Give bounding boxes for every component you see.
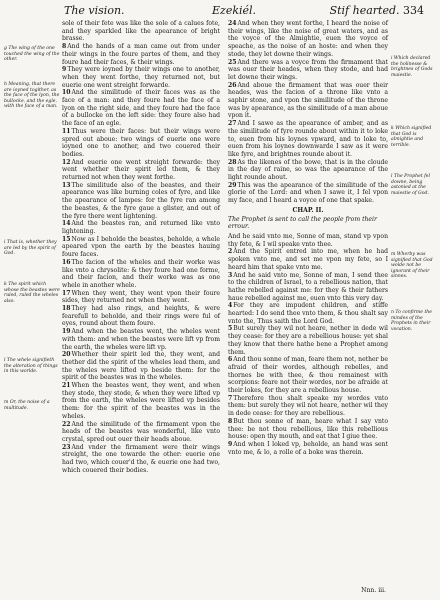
verse-number: 21 <box>62 382 71 390</box>
verse <box>62 66 220 89</box>
verse-number: 18 <box>62 305 71 313</box>
verse <box>228 82 388 121</box>
verse <box>62 128 220 159</box>
verse-number: 8 <box>228 417 233 425</box>
verse-text: sole of their fete was like the sole of a calues fote, and they sparkled like the apearance of bright brasse. <box>62 20 220 43</box>
verse-number: 15 <box>62 235 71 243</box>
verse-number: 20 <box>62 351 71 359</box>
verse-text: And when I loked vp, beholde, an hand was sent vnto me, & lo, a rolle of a boke was therein. <box>228 440 388 456</box>
verse <box>62 444 220 475</box>
verse-text: And the similitude of their faces was as the face of a man: and they foure had the face of a lyon on the right side, and they foure had the face of a bullocke on the left side: they foure also had the face of an egle. <box>62 89 220 128</box>
verse-text: And the similitude of the firmament vpon the heads of the beastes was wonderful, like vnto crystal, spred out ouer their heads aboue. <box>62 420 220 443</box>
verse-text: Now as I beholde the beastes, beholde, a whele apeared vpon the earth by the beastes hauing foure faces. <box>62 235 220 259</box>
verse-text: This was the apearance of the similitude of the glorie of the Lord: and when I sawe it, I fel vpon my face, and I heard a voyce of one that spake. <box>228 181 388 205</box>
verse-number: 16 <box>62 258 71 266</box>
running-header-left: The vision. <box>64 4 125 17</box>
verse <box>228 441 388 456</box>
margin-note: l The Prophet fel downe, being astonied at the maiestie of God. <box>391 174 430 196</box>
verse-number: 27 <box>228 120 237 128</box>
verse-text: And when they went forthe, I heard the noise of their wings, like the noise of great waters, and as the voyce of the Almightie, euen the voyce of speache, as the noise of an hoste: and when they stode, they let downe their wings. <box>228 20 388 58</box>
verse-number: 3 <box>228 271 233 279</box>
verse-number: 11 <box>62 127 71 135</box>
signature-mark: Nnn. iii. <box>361 587 386 594</box>
verse-number: 4 <box>228 302 233 310</box>
verse <box>228 120 388 159</box>
verse-number: 29 <box>228 181 237 189</box>
verse-text: And he said vnto me, Sonne of man, I send thee to the children of Israel, to a rebellious nation, that hathe rebelled against me: for they & their fathers haue rebelled against me, euen vnto this very day. <box>228 271 388 302</box>
verse-number: 26 <box>228 81 237 89</box>
verse <box>228 159 388 182</box>
verse <box>62 259 220 290</box>
verse-text: When they went, they went vpon their foure sides, they returned not when they went. <box>62 289 220 305</box>
verse-number: 25 <box>228 58 237 66</box>
verse <box>62 20 220 43</box>
margin-note: m Wherby was signified that God wolde not be ignorant of their sinnes. <box>391 252 433 280</box>
verse-text: And the hands of a man came out from under their wings in the foure partes of them, and they foure had their faces, & their wings. <box>62 43 220 66</box>
verse <box>62 220 220 235</box>
verse <box>62 182 220 221</box>
running-header-title: Stif hearted. <box>329 4 400 17</box>
verse-number: 12 <box>62 158 71 166</box>
verse <box>228 418 388 441</box>
verse-number: 14 <box>62 220 71 228</box>
verse-number: 7 <box>228 394 233 402</box>
verse-text: The facion of the wheles and their worke was like vnto a chrysolite: & they foure had one forme, and their facion, and their worke was as one whele in another whele. <box>62 258 220 289</box>
verse-text: But thou sonne of man, heare what I say vnto thee: be not thou rebellious, like this rebellious house: open thy mouth, and eat that I giue thee. <box>228 417 388 441</box>
verse <box>228 20 388 59</box>
verse-number: 13 <box>62 181 71 189</box>
verse-text: And when the beastes went, the wheles went with them: and when the beastes were lift vp from the earth, the wheles were lift vp. <box>62 328 220 351</box>
verse-number: 24 <box>228 20 237 27</box>
verse-text: For they are impudent children, and stiffe hearted: I do send thee vnto them, & thou shalt say vnto the, Thus saith the Lord God. <box>228 302 388 325</box>
verse-text: And I sawe as the apearance of amber, and as the similitude of fyre rounde about within it to loke to, euen from his loynes vpward, and to loke to, euen from his loynes downwarde I saw as it were like fyre, and brightnes rounde about it. <box>228 120 388 158</box>
margin-note: i Which declared the holinesse & brightnes of Gods maiestie. <box>391 56 433 78</box>
verse-text: The similitude also of the beastes, and their apearance was like burning coles of fyre, and like the apearance of lampes: for the fyre ran among the beastes, & the fyre gaue a glister, and out of the fyre there went lightening. <box>62 181 220 220</box>
verse <box>228 302 388 325</box>
verse-number: 6 <box>228 356 233 364</box>
verse-number: 23 <box>62 443 71 451</box>
margin-note: n To confirme the mindes of the Prophets in their vocation. <box>391 310 432 332</box>
chapter-summary: The Prophet is sent to call the people from their errour. <box>228 215 377 231</box>
margin-note: l The whele signifieth the alteration of things in this worlde. <box>4 358 58 375</box>
left-text-column <box>62 20 220 474</box>
right-text-column <box>228 20 388 456</box>
verse <box>62 421 220 444</box>
verse <box>62 328 220 351</box>
verse-number: 9 <box>228 440 233 448</box>
verse-text: As the likenes of the bowe, that is in the cloude in the day of raine, so was the apearance of the light rounde about. <box>228 158 388 182</box>
page-number: 334 <box>403 4 424 17</box>
verse-text: Thus were their faces: but their wings were spred out aboue: two wings of euerie one were ioyned one to another, and two couered their bodies. <box>62 127 220 158</box>
verse <box>228 272 388 303</box>
verse-number: 5 <box>228 325 233 333</box>
verse <box>62 290 220 305</box>
verse-number: 2 <box>228 248 233 256</box>
verse-text: Whether their spirit led the, they went, and thether did the spirit of the wheles lead them, and the wheles were lifted vp beside them: for the spirit of the beastes was in the wheles. <box>62 351 220 382</box>
verse-text: And there was a voyce from the firmament that was ouer their heades, when they stode, and had let downe their wings. <box>228 58 388 81</box>
margin-note: k Which signified that God is almightie and terrible. <box>391 126 432 148</box>
verse-number: 8 <box>62 43 67 51</box>
margin-note: m Or, the noise of a multitude. <box>4 400 50 411</box>
verse <box>228 248 388 271</box>
chapter-heading: CHAP. II. <box>292 206 324 214</box>
verse-text: Therefore thou shalt speake my wordes vnto them: but surely they wil not heare, nether wil they in dede cease: for they are rebellious. <box>228 394 388 418</box>
running-header-book: Ezekiél. <box>212 4 257 17</box>
verse <box>228 325 388 356</box>
verse-text: And vnder the firmament were their wings streight, the one towarde the other: euerie one had two, which couer'd the, & euerie one had two, which couered their bodies. <box>62 443 220 474</box>
margin-note: h Meaning, that there are ioyned togither, as the face of the lyon, the bullocke, and the egle, with the face of a man. <box>4 82 60 110</box>
verse-text: And the beastes ran, and returned like vnto lightening. <box>62 220 220 235</box>
verse-text: And euerie one went streight forwarde: they went whether their spirit led them, & they returned not when they went forthe. <box>62 158 220 182</box>
verse <box>62 43 220 66</box>
margin-note: i That is, whether they are led by the spirit of God. <box>4 240 57 257</box>
verse-text: They were ioyned by their wings one to another, when they went forthe, they returned not, but euerie one went streight forwarde. <box>62 66 220 89</box>
verse-number: 22 <box>62 420 71 428</box>
verse-text: And the Spirit entred into me, when he had spoken vnto me, and set me vpon my fete, so I heard him that spake vnto me. <box>228 248 388 271</box>
verse <box>228 182 388 205</box>
verse <box>228 59 388 82</box>
verse-number: 10 <box>62 89 71 97</box>
verse <box>62 89 220 128</box>
verse-text: When the beastes went, they went, and when they stode, they stode, & when they were lifted vp from the earth, the wheles were lifted vp besides them: for the spirit of the beastes was in the wheles. <box>62 382 220 420</box>
margin-note: g The wing of the one touched the wing of the other. <box>4 46 60 63</box>
verse <box>62 382 220 421</box>
verse <box>228 356 388 395</box>
verse-text: And he said vnto me, Sonne of man, stand vp vpon thy fete, & I wil speake vnto thee. <box>228 232 388 248</box>
verse-text: They had also rings, and heights, & were fearefull to beholde, and their rings were ful of eyes, round about them foure. <box>62 305 220 328</box>
margin-note: k The spirit which whose the beastes were ruled, ruled the wheles also. <box>4 282 60 304</box>
verse <box>62 236 220 259</box>
verse <box>228 233 388 248</box>
ch1-continuation <box>228 20 388 205</box>
verse-text: And thou sonne of man, feare them not, nether be afraid of their wordes, although rebelles, and thornes be with thee, & thou remainest with scorpions: feare not their wordes, nor be afraide at their lokes, for they are a rebellious house. <box>228 356 389 395</box>
running-header-right <box>330 4 424 17</box>
verse <box>62 351 220 382</box>
ch2-text <box>228 233 388 456</box>
verse-text: But surely they wil not heare, nether in dede wil they cease: for they are a rebellious house: yet shal they know that there hathe bene a Prophet among them. <box>228 325 388 356</box>
verse-number: 19 <box>62 328 71 336</box>
verse-number: 28 <box>228 158 237 166</box>
verse-number: 17 <box>62 289 71 297</box>
verse <box>62 159 220 182</box>
verse-number: 9 <box>62 66 67 74</box>
verse <box>62 305 220 328</box>
verse <box>228 395 388 418</box>
verse-text: And aboue the firmament that was ouer their heades, was the facion of a throne like vnto a saphir stone, and vpon the similitude of the throne was by apearance, as the similitude of a man aboue vpon it. <box>228 81 388 120</box>
